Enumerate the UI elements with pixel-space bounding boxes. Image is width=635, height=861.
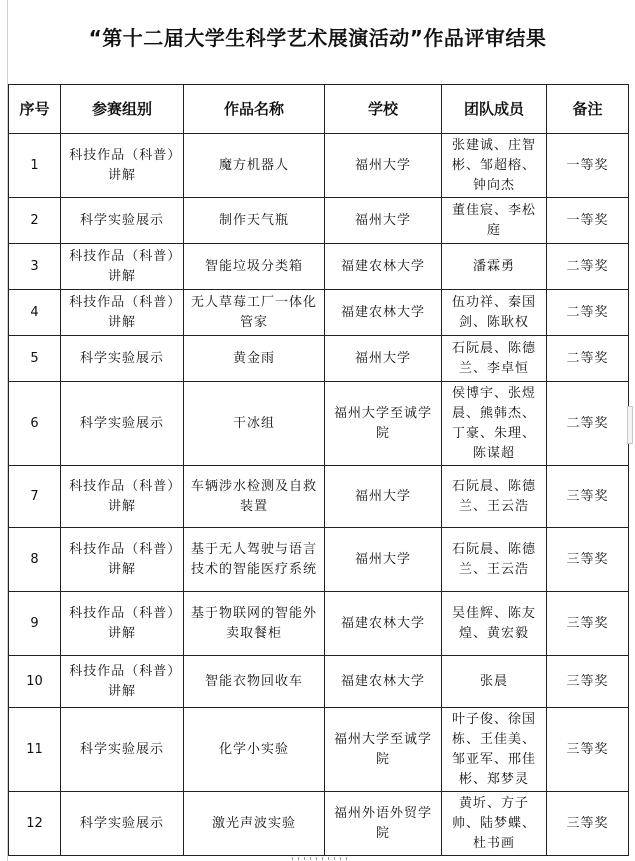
- work-text: 基于物联网的智能外卖取餐柜: [190, 605, 317, 641]
- scrollbar-thumb[interactable]: [627, 406, 633, 444]
- note-text: 二等奖: [566, 304, 609, 320]
- cell-index: 5: [9, 336, 61, 382]
- members-text: 张晨: [479, 673, 508, 689]
- members-text: 侯博宇、张煜晨、熊韩杰、丁豪、朱理、陈谋超: [451, 385, 536, 461]
- work-text: 干冰组: [232, 415, 275, 431]
- school-text: 福州大学至诚学院: [333, 405, 432, 441]
- cell-index: 7: [9, 466, 61, 528]
- members-text: 董佳宸、李松庭: [451, 202, 536, 238]
- cell-note: [547, 592, 629, 656]
- note-text: 二等奖: [566, 258, 609, 274]
- group-text: 科学实验展示: [79, 815, 164, 831]
- school-text: 福州大学至诚学院: [333, 731, 432, 767]
- cell-school: [325, 528, 442, 592]
- cell-index: 1: [9, 134, 61, 198]
- cell-school: [325, 244, 442, 290]
- work-text: 车辆涉水检测及自救装置: [190, 478, 317, 514]
- cell-members: [442, 792, 547, 856]
- header-members: 团队成员: [442, 85, 547, 134]
- cell-members: [442, 708, 547, 792]
- school-text: 福州大学: [354, 488, 411, 504]
- members-text: 张建诚、庄智彬、邹超榕、钟向杰: [451, 137, 536, 193]
- cell-index: 6: [9, 382, 61, 466]
- note-text: 二等奖: [566, 415, 609, 431]
- group-text: 科技作品（科普）讲解: [69, 478, 175, 514]
- school-text: 福州大学: [354, 212, 411, 228]
- header-note: 备注: [547, 85, 629, 134]
- note-text: 三等奖: [566, 615, 609, 631]
- group-text: 科技作品（科普）讲解: [69, 248, 175, 284]
- cell-school: [325, 336, 442, 382]
- school-text: 福建农林大学: [340, 304, 425, 320]
- cell-work: [184, 244, 325, 290]
- group-text: 科技作品（科普）讲解: [69, 663, 175, 699]
- cell-note: [547, 336, 629, 382]
- cell-members: [442, 528, 547, 592]
- work-text: 基于无人驾驶与语言技术的智能医疗系统: [190, 541, 317, 577]
- cell-school: [325, 134, 442, 198]
- note-text: 二等奖: [566, 350, 609, 366]
- table-row: [9, 708, 629, 792]
- results-table: [8, 84, 629, 856]
- cell-school: [325, 466, 442, 528]
- table-header-row: [9, 85, 629, 134]
- work-text: 智能衣物回收车: [204, 673, 303, 689]
- header-school: 学校: [325, 85, 442, 134]
- members-text: 石阮晨、陈德兰、王云浩: [451, 541, 536, 577]
- group-text: 科技作品（科普）讲解: [69, 541, 175, 577]
- cell-work: [184, 290, 325, 336]
- cell-school: [325, 792, 442, 856]
- cell-group: [61, 792, 184, 856]
- table-row: [9, 290, 629, 336]
- cell-members: [442, 244, 547, 290]
- cell-index: 8: [9, 528, 61, 592]
- note-text: 一等奖: [566, 157, 609, 173]
- cell-members: [442, 198, 547, 244]
- cell-group: [61, 656, 184, 708]
- group-text: 科技作品（科普）讲解: [69, 294, 175, 330]
- members-text: 潘霖勇: [472, 258, 515, 274]
- cell-work: [184, 336, 325, 382]
- work-text: 制作天气瓶: [218, 212, 289, 228]
- cell-members: [442, 592, 547, 656]
- cell-group: [61, 290, 184, 336]
- table-row: [9, 244, 629, 290]
- school-text: 福州大学: [354, 350, 411, 366]
- cell-index: 2: [9, 198, 61, 244]
- cell-members: [442, 382, 547, 466]
- cell-note: [547, 134, 629, 198]
- table-row: [9, 792, 629, 856]
- school-text: 福建农林大学: [340, 258, 425, 274]
- cell-work: [184, 656, 325, 708]
- work-text: 化学小实验: [218, 741, 289, 757]
- cell-work: [184, 134, 325, 198]
- cell-group: [61, 382, 184, 466]
- cell-group: [61, 466, 184, 528]
- cell-work: [184, 466, 325, 528]
- cell-school: [325, 290, 442, 336]
- note-text: 三等奖: [566, 488, 609, 504]
- cell-work: [184, 592, 325, 656]
- work-text: 激光声波实验: [211, 815, 296, 831]
- page-bottom-marker: [292, 857, 348, 860]
- page-title: “第十二届大学生科学艺术展演活动”作品评审结果: [88, 26, 547, 50]
- members-text: 伍功祥、秦国剑、陈耿权: [451, 294, 536, 330]
- cell-note: [547, 198, 629, 244]
- header-index: 序号: [9, 85, 61, 134]
- cell-index: 12: [9, 792, 61, 856]
- cell-group: [61, 336, 184, 382]
- school-text: 福建农林大学: [340, 615, 425, 631]
- header-group: 参赛组别: [61, 85, 184, 134]
- group-text: 科技作品（科普）讲解: [69, 147, 175, 183]
- members-text: 吴佳辉、陈友煌、黄宏毅: [451, 605, 536, 641]
- cell-school: [325, 198, 442, 244]
- members-text: 叶子俊、徐国栋、王佳美、邹亚军、邢佳彬、郑梦灵: [451, 711, 536, 787]
- cell-school: [325, 708, 442, 792]
- group-text: 科学实验展示: [79, 350, 164, 366]
- cell-members: [442, 134, 547, 198]
- note-text: 三等奖: [566, 673, 609, 689]
- cell-school: [325, 382, 442, 466]
- cell-work: [184, 792, 325, 856]
- table-row: [9, 592, 629, 656]
- cell-members: [442, 336, 547, 382]
- cell-group: [61, 134, 184, 198]
- group-text: 科技作品（科普）讲解: [69, 605, 175, 641]
- cell-group: [61, 708, 184, 792]
- work-text: 黄金雨: [232, 350, 275, 366]
- members-text: 黄圻、方子帅、陆梦蝶、杜书画: [451, 795, 536, 851]
- cell-note: [547, 792, 629, 856]
- cell-index: 3: [9, 244, 61, 290]
- cell-note: [547, 382, 629, 466]
- table-row: [9, 528, 629, 592]
- cell-work: [184, 382, 325, 466]
- cell-note: [547, 656, 629, 708]
- members-text: 石阮晨、陈德兰、王云浩: [451, 478, 536, 514]
- school-text: 福州外语外贸学院: [333, 805, 432, 841]
- cell-index: 4: [9, 290, 61, 336]
- note-text: 三等奖: [566, 815, 609, 831]
- group-text: 科学实验展示: [79, 741, 164, 757]
- cell-work: [184, 198, 325, 244]
- cell-school: [325, 592, 442, 656]
- work-text: 魔方机器人: [218, 157, 289, 173]
- cell-index: 9: [9, 592, 61, 656]
- school-text: 福州大学: [354, 551, 411, 567]
- cell-members: [442, 466, 547, 528]
- note-text: 三等奖: [566, 551, 609, 567]
- cell-index: 10: [9, 656, 61, 708]
- cell-note: [547, 290, 629, 336]
- group-text: 科学实验展示: [79, 212, 164, 228]
- header-work: 作品名称: [184, 85, 325, 134]
- table-row: [9, 198, 629, 244]
- cell-group: [61, 592, 184, 656]
- cell-school: [325, 656, 442, 708]
- cell-group: [61, 528, 184, 592]
- table-row: [9, 656, 629, 708]
- table-row: [9, 336, 629, 382]
- work-text: 无人草莓工厂一体化管家: [190, 294, 317, 330]
- cell-group: [61, 244, 184, 290]
- table-row: [9, 134, 629, 198]
- note-text: 三等奖: [566, 741, 609, 757]
- members-text: 石阮晨、陈德兰、李卓恒: [451, 340, 536, 376]
- cell-work: [184, 708, 325, 792]
- cell-work: [184, 528, 325, 592]
- table-row: [9, 382, 629, 466]
- cell-note: [547, 708, 629, 792]
- school-text: 福州大学: [354, 157, 411, 173]
- cell-note: [547, 528, 629, 592]
- table-row: [9, 466, 629, 528]
- school-text: 福建农林大学: [340, 673, 425, 689]
- cell-group: [61, 198, 184, 244]
- work-text: 智能垃圾分类箱: [204, 258, 303, 274]
- cell-note: [547, 466, 629, 528]
- cell-index: 11: [9, 708, 61, 792]
- cell-members: [442, 656, 547, 708]
- group-text: 科学实验展示: [79, 415, 164, 431]
- note-text: 一等奖: [566, 212, 609, 228]
- cell-members: [442, 290, 547, 336]
- cell-note: [547, 244, 629, 290]
